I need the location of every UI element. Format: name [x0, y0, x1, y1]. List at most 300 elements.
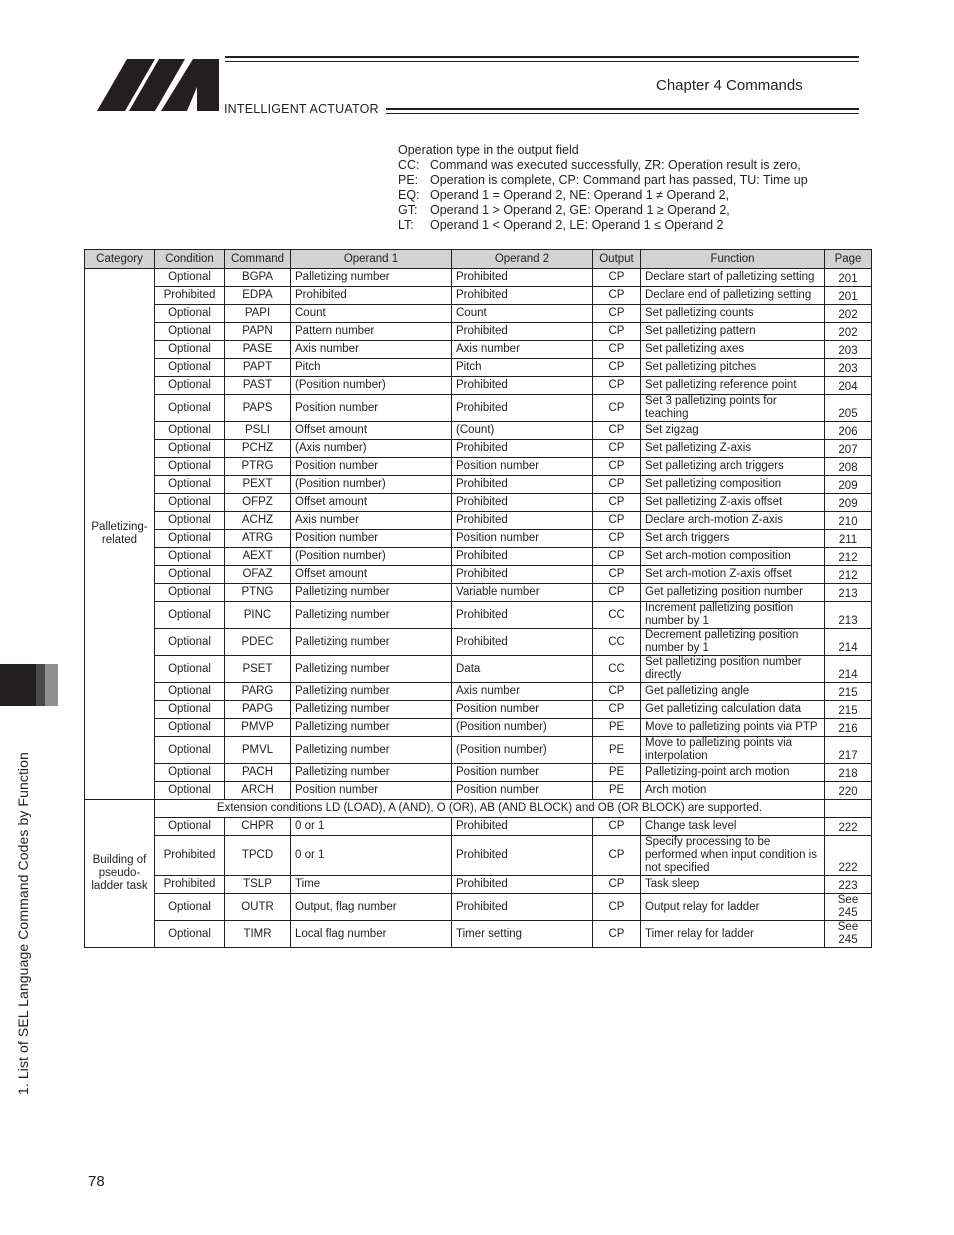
output-cell: CP [593, 921, 641, 948]
function-cell: Set palletizing arch triggers [641, 458, 825, 476]
condition-cell: Optional [155, 494, 225, 512]
function-cell: Declare start of palletizing setting [641, 269, 825, 287]
function-cell: Declare end of palletizing setting [641, 287, 825, 305]
operand1-cell: (Position number) [291, 476, 452, 494]
table-row [85, 494, 872, 512]
operand2-cell: (Count) [452, 422, 593, 440]
function-cell: Set palletizing pitches [641, 359, 825, 377]
table-row [85, 530, 872, 548]
page-cell: 211 [825, 530, 872, 548]
operand1-cell: (Axis number) [291, 440, 452, 458]
column-header: Condition [155, 250, 225, 269]
operand2-cell: Prohibited [452, 395, 593, 422]
output-cell: CP [593, 548, 641, 566]
brand-subtitle: INTELLIGENT ACTUATOR [224, 102, 379, 116]
output-cell: CP [593, 440, 641, 458]
page-cell: See 245 [825, 894, 872, 921]
legend-text: Operand 1 = Operand 2, NE: Operand 1 ≠ Operand 2, [430, 187, 730, 202]
condition-cell: Optional [155, 764, 225, 782]
function-cell: Set arch-motion composition [641, 548, 825, 566]
command-cell: BGPA [225, 269, 291, 287]
table-row [85, 395, 872, 422]
operand2-cell: (Position number) [452, 737, 593, 764]
command-cell: PAPN [225, 323, 291, 341]
command-cell: PEXT [225, 476, 291, 494]
page-cell: 203 [825, 341, 872, 359]
function-cell: Output relay for ladder [641, 894, 825, 921]
section-side-title: 1. List of SEL Language Command Codes by Function [15, 752, 31, 1095]
condition-cell: Prohibited [155, 287, 225, 305]
pseudo-ladder-section [85, 800, 872, 948]
condition-cell: Optional [155, 530, 225, 548]
output-cell: CP [593, 530, 641, 548]
command-cell: OUTR [225, 894, 291, 921]
operand1-cell: Palletizing number [291, 737, 452, 764]
output-cell: CP [593, 341, 641, 359]
page-cell: 215 [825, 701, 872, 719]
legend-line [398, 218, 808, 233]
operand2-cell: Timer setting [452, 921, 593, 948]
table-row [85, 656, 872, 683]
column-header: Function [641, 250, 825, 269]
page-cell: 209 [825, 494, 872, 512]
condition-cell: Optional [155, 458, 225, 476]
command-cell: TPCD [225, 836, 291, 876]
operand2-cell: Data [452, 656, 593, 683]
operand2-cell: Prohibited [452, 566, 593, 584]
operand2-cell: Prohibited [452, 894, 593, 921]
condition-cell: Optional [155, 818, 225, 836]
command-cell: PAPT [225, 359, 291, 377]
command-cell: PMVP [225, 719, 291, 737]
table-row [85, 921, 872, 948]
operand1-cell: Palletizing number [291, 656, 452, 683]
column-header: Output [593, 250, 641, 269]
page-cell: 213 [825, 602, 872, 629]
table-row [85, 836, 872, 876]
table-row [85, 566, 872, 584]
function-cell: Timer relay for ladder [641, 921, 825, 948]
command-cell: ATRG [225, 530, 291, 548]
command-cell: PAST [225, 377, 291, 395]
table-row [85, 440, 872, 458]
table-row [85, 476, 872, 494]
function-cell: Specify processing to be performed when input condition is not specified [641, 836, 825, 876]
page-cell: 215 [825, 683, 872, 701]
operand1-cell: Palletizing number [291, 683, 452, 701]
output-cell: PE [593, 764, 641, 782]
table-row [85, 305, 872, 323]
operand1-cell: Time [291, 876, 452, 894]
table-row [85, 818, 872, 836]
operand2-cell: Position number [452, 764, 593, 782]
output-cell: PE [593, 719, 641, 737]
operand2-cell: Prohibited [452, 377, 593, 395]
category-cell: Palletizing-related [85, 269, 155, 800]
command-cell: PMVL [225, 737, 291, 764]
operand2-cell: Variable number [452, 584, 593, 602]
operand1-cell: 0 or 1 [291, 836, 452, 876]
operand1-cell: Palletizing number [291, 764, 452, 782]
function-cell: Decrement palletizing position number by 1 [641, 629, 825, 656]
function-cell: Move to palletizing points via interpolation [641, 737, 825, 764]
function-cell: Increment palletizing position number by 1 [641, 602, 825, 629]
operand1-cell: Palletizing number [291, 269, 452, 287]
output-cell: CP [593, 894, 641, 921]
operand1-cell: Offset amount [291, 494, 452, 512]
output-cell: PE [593, 782, 641, 800]
operand1-cell: Palletizing number [291, 602, 452, 629]
condition-cell: Optional [155, 566, 225, 584]
condition-cell: Optional [155, 359, 225, 377]
legend-code: PE: [398, 172, 419, 187]
legend-code: CC: [398, 157, 420, 172]
operand1-cell: Palletizing number [291, 629, 452, 656]
command-cell: PSLI [225, 422, 291, 440]
operand2-cell: Axis number [452, 341, 593, 359]
command-cell: PAPG [225, 701, 291, 719]
output-cell: CP [593, 287, 641, 305]
operand1-cell: Position number [291, 395, 452, 422]
function-cell: Set arch triggers [641, 530, 825, 548]
command-cell: CHPR [225, 818, 291, 836]
table-row [85, 683, 872, 701]
condition-cell: Optional [155, 602, 225, 629]
output-cell: CP [593, 876, 641, 894]
operand2-cell: Prohibited [452, 512, 593, 530]
function-cell: Set palletizing Z-axis [641, 440, 825, 458]
operand1-cell: Pattern number [291, 323, 452, 341]
legend-text: Operand 1 > Operand 2, GE: Operand 1 ≥ Operand 2, [430, 202, 730, 217]
condition-cell: Optional [155, 422, 225, 440]
table-row [85, 764, 872, 782]
command-cell: ACHZ [225, 512, 291, 530]
page-cell: 203 [825, 359, 872, 377]
iai-logo [97, 59, 219, 111]
condition-cell: Optional [155, 440, 225, 458]
output-cell: CP [593, 476, 641, 494]
operand2-cell: Prohibited [452, 269, 593, 287]
function-cell: Arch motion [641, 782, 825, 800]
page-cell: 206 [825, 422, 872, 440]
table-row [85, 323, 872, 341]
function-cell: Set zigzag [641, 422, 825, 440]
output-cell: CP [593, 458, 641, 476]
condition-cell: Optional [155, 737, 225, 764]
table-row [85, 287, 872, 305]
condition-cell: Optional [155, 921, 225, 948]
table-row [85, 512, 872, 530]
command-table [84, 249, 872, 948]
header-rule-lower [386, 108, 859, 110]
page-cell: 212 [825, 566, 872, 584]
operand1-cell: Position number [291, 458, 452, 476]
command-cell: PAPS [225, 395, 291, 422]
column-header: Operand 2 [452, 250, 593, 269]
output-cell: CP [593, 683, 641, 701]
command-cell: PSET [225, 656, 291, 683]
chapter-title: Chapter 4 Commands [656, 77, 803, 94]
table-row [85, 422, 872, 440]
operand1-cell: (Position number) [291, 377, 452, 395]
header-rule [225, 56, 859, 58]
column-header: Command [225, 250, 291, 269]
output-cell: CP [593, 323, 641, 341]
page-cell: 208 [825, 458, 872, 476]
extension-note: Extension conditions LD (LOAD), A (AND), O (OR), AB (AND BLOCK) and OB (OR BLOCK) are supported. [155, 800, 825, 818]
page-cell: See 245 [825, 921, 872, 948]
page-cell: 212 [825, 548, 872, 566]
output-cell: CP [593, 422, 641, 440]
function-cell: Get palletizing calculation data [641, 701, 825, 719]
command-cell: EDPA [225, 287, 291, 305]
operand1-cell: Offset amount [291, 566, 452, 584]
operand2-cell: Count [452, 305, 593, 323]
condition-cell: Optional [155, 894, 225, 921]
command-cell: PARG [225, 683, 291, 701]
output-cell: CC [593, 656, 641, 683]
page-cell: 213 [825, 584, 872, 602]
condition-cell: Optional [155, 377, 225, 395]
function-cell: Declare arch-motion Z-axis [641, 512, 825, 530]
command-cell: PASE [225, 341, 291, 359]
page-cell: 217 [825, 737, 872, 764]
table-row [85, 548, 872, 566]
command-cell: PINC [225, 602, 291, 629]
condition-cell: Optional [155, 719, 225, 737]
legend-line [398, 173, 808, 188]
command-cell: PTRG [225, 458, 291, 476]
table-row [85, 269, 872, 287]
operand1-cell: Palletizing number [291, 719, 452, 737]
table-row [85, 584, 872, 602]
function-cell: Get palletizing position number [641, 584, 825, 602]
page-cell: 222 [825, 836, 872, 876]
output-cell: CP [593, 566, 641, 584]
operand1-cell: Palletizing number [291, 701, 452, 719]
function-cell: Set palletizing pattern [641, 323, 825, 341]
function-cell: Task sleep [641, 876, 825, 894]
operand2-cell: (Position number) [452, 719, 593, 737]
operand1-cell: Pitch [291, 359, 452, 377]
operand1-cell: Axis number [291, 512, 452, 530]
legend-title: Operation type in the output field [398, 143, 579, 157]
condition-cell: Optional [155, 548, 225, 566]
table-row [85, 359, 872, 377]
page-cell: 216 [825, 719, 872, 737]
command-cell: TSLP [225, 876, 291, 894]
operand2-cell: Prohibited [452, 548, 593, 566]
table-row [85, 719, 872, 737]
condition-cell: Optional [155, 629, 225, 656]
function-cell: Set palletizing counts [641, 305, 825, 323]
page-number: 78 [88, 1173, 105, 1190]
section-tab [0, 664, 36, 706]
table-row [85, 737, 872, 764]
command-cell: PTNG [225, 584, 291, 602]
output-cell: CP [593, 377, 641, 395]
output-cell: CP [593, 512, 641, 530]
operand2-cell: Axis number [452, 683, 593, 701]
operand1-cell: Count [291, 305, 452, 323]
page-cell: 201 [825, 269, 872, 287]
page-cell-empty [825, 800, 872, 818]
operand2-cell: Prohibited [452, 602, 593, 629]
table-row [85, 377, 872, 395]
function-cell: Get palletizing angle [641, 683, 825, 701]
output-cell: CP [593, 584, 641, 602]
function-cell: Set palletizing position number directly [641, 656, 825, 683]
table-header-row [85, 250, 872, 269]
condition-cell: Optional [155, 341, 225, 359]
output-cell: CP [593, 818, 641, 836]
output-cell: CP [593, 359, 641, 377]
page-cell: 220 [825, 782, 872, 800]
legend-code: GT: [398, 202, 418, 217]
page-cell: 214 [825, 656, 872, 683]
operand1-cell: Local flag number [291, 921, 452, 948]
output-cell: CP [593, 269, 641, 287]
category-cell: Building of pseudo-ladder task [85, 800, 155, 948]
function-cell: Set 3 palletizing points for teaching [641, 395, 825, 422]
table-row [85, 894, 872, 921]
legend-code: EQ: [398, 187, 420, 202]
command-cell: AEXT [225, 548, 291, 566]
command-cell: PDEC [225, 629, 291, 656]
page-cell: 210 [825, 512, 872, 530]
table-row [85, 782, 872, 800]
column-header: Operand 1 [291, 250, 452, 269]
operand1-cell: Offset amount [291, 422, 452, 440]
condition-cell: Optional [155, 305, 225, 323]
table-row [85, 876, 872, 894]
page-cell: 223 [825, 876, 872, 894]
operand2-cell: Position number [452, 458, 593, 476]
page-cell: 201 [825, 287, 872, 305]
command-cell: ARCH [225, 782, 291, 800]
operand1-cell: Palletizing number [291, 584, 452, 602]
output-cell: CP [593, 494, 641, 512]
output-cell: CP [593, 395, 641, 422]
legend-text: Operation is complete, CP: Command part has passed, TU: Time up [430, 172, 808, 187]
legend-text: Operand 1 < Operand 2, LE: Operand 1 ≤ Operand 2 [430, 217, 724, 232]
operand2-cell: Prohibited [452, 818, 593, 836]
section-tab-light [45, 664, 58, 706]
output-cell: CP [593, 305, 641, 323]
legend-line [398, 203, 808, 218]
operand2-cell: Prohibited [452, 836, 593, 876]
condition-cell: Prohibited [155, 836, 225, 876]
function-cell: Change task level [641, 818, 825, 836]
command-cell: OFPZ [225, 494, 291, 512]
command-cell: PACH [225, 764, 291, 782]
column-header: Category [85, 250, 155, 269]
header-rule-lower-thin [386, 113, 859, 114]
condition-cell: Optional [155, 683, 225, 701]
column-header: Page [825, 250, 872, 269]
table-row [85, 458, 872, 476]
condition-cell: Optional [155, 656, 225, 683]
table-row [85, 701, 872, 719]
table-row [85, 602, 872, 629]
page-cell: 218 [825, 764, 872, 782]
palletizing-section [85, 269, 872, 800]
function-cell: Set palletizing Z-axis offset [641, 494, 825, 512]
legend-text: Command was executed successfully, ZR: Operation result is zero, [430, 157, 801, 172]
condition-cell: Optional [155, 512, 225, 530]
page-cell: 222 [825, 818, 872, 836]
operand2-cell: Prohibited [452, 876, 593, 894]
page-cell: 204 [825, 377, 872, 395]
operand1-cell: Output, flag number [291, 894, 452, 921]
operand2-cell: Prohibited [452, 629, 593, 656]
legend-line [398, 188, 808, 203]
page-cell: 205 [825, 395, 872, 422]
condition-cell: Optional [155, 395, 225, 422]
operand1-cell: Position number [291, 782, 452, 800]
condition-cell: Optional [155, 476, 225, 494]
page-cell: 202 [825, 323, 872, 341]
operand2-cell: Prohibited [452, 287, 593, 305]
operand1-cell: 0 or 1 [291, 818, 452, 836]
operand2-cell: Prohibited [452, 323, 593, 341]
legend-line [398, 158, 808, 173]
operand2-cell: Pitch [452, 359, 593, 377]
condition-cell: Optional [155, 782, 225, 800]
function-cell: Set arch-motion Z-axis offset [641, 566, 825, 584]
output-cell: CC [593, 629, 641, 656]
output-cell: CP [593, 701, 641, 719]
table-row [85, 341, 872, 359]
function-cell: Palletizing-point arch motion [641, 764, 825, 782]
operand1-cell: (Position number) [291, 548, 452, 566]
operand1-cell: Position number [291, 530, 452, 548]
page-cell: 209 [825, 476, 872, 494]
operand2-cell: Position number [452, 530, 593, 548]
operand1-cell: Axis number [291, 341, 452, 359]
function-cell: Set palletizing composition [641, 476, 825, 494]
output-cell: PE [593, 737, 641, 764]
command-cell: TIMR [225, 921, 291, 948]
command-cell: PAPI [225, 305, 291, 323]
function-cell: Set palletizing axes [641, 341, 825, 359]
table-row [85, 629, 872, 656]
output-cell: CP [593, 836, 641, 876]
legend-code: LT: [398, 217, 414, 232]
operand2-cell: Position number [452, 701, 593, 719]
condition-cell: Optional [155, 269, 225, 287]
condition-cell: Prohibited [155, 876, 225, 894]
page-cell: 202 [825, 305, 872, 323]
page-cell: 207 [825, 440, 872, 458]
command-cell: PCHZ [225, 440, 291, 458]
operand2-cell: Prohibited [452, 440, 593, 458]
header-rule-thin [225, 61, 859, 62]
extension-note-row [85, 800, 872, 818]
function-cell: Move to palletizing points via PTP [641, 719, 825, 737]
output-legend [398, 143, 808, 232]
command-cell: OFAZ [225, 566, 291, 584]
function-cell: Set palletizing reference point [641, 377, 825, 395]
page-cell: 214 [825, 629, 872, 656]
operand2-cell: Position number [452, 782, 593, 800]
operand2-cell: Prohibited [452, 476, 593, 494]
operand1-cell: Prohibited [291, 287, 452, 305]
operand2-cell: Prohibited [452, 494, 593, 512]
condition-cell: Optional [155, 701, 225, 719]
section-tab-shade [36, 664, 45, 706]
condition-cell: Optional [155, 323, 225, 341]
